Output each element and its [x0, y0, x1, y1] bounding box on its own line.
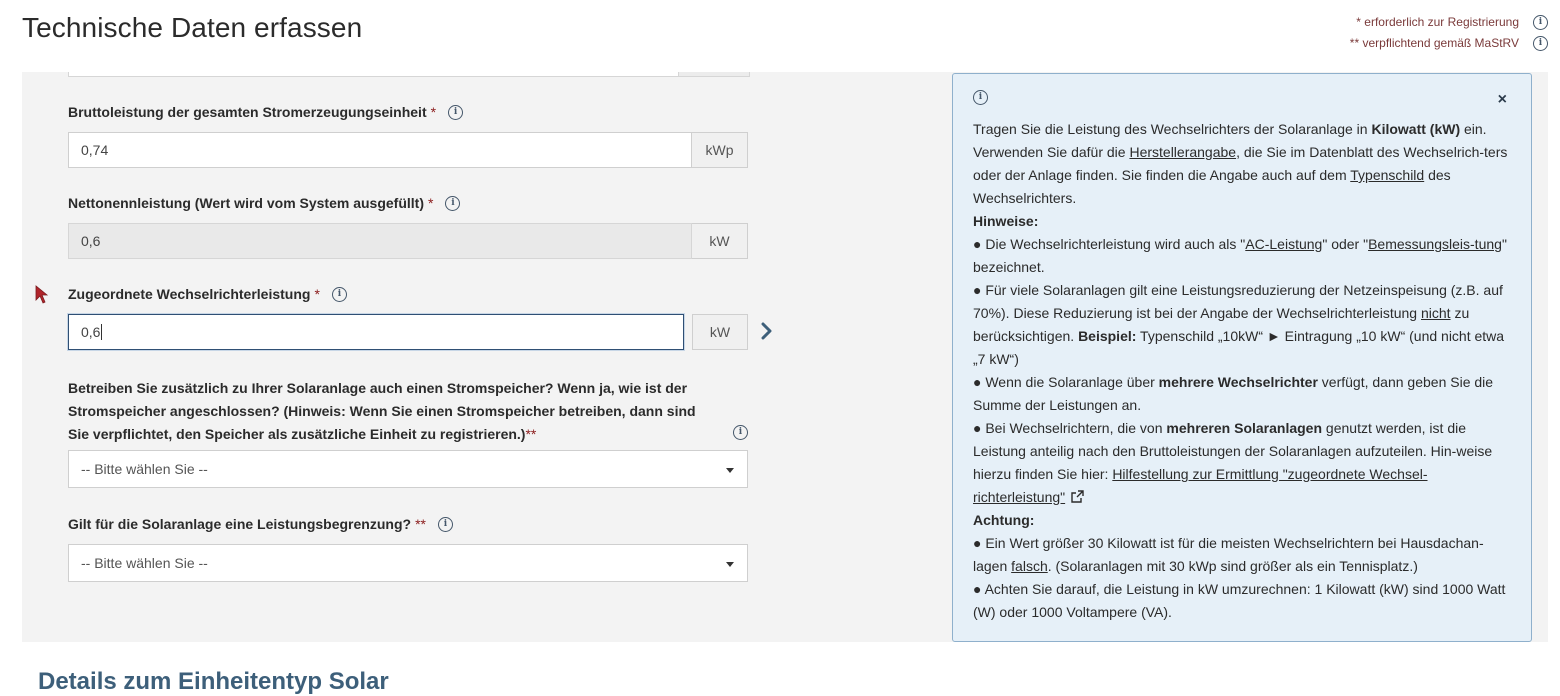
legend-required-text: * erforderlich zur Registrierung: [1356, 15, 1519, 29]
speicher-question: [68, 377, 708, 446]
help-panel: [952, 73, 1532, 642]
typenschild-link[interactable]: Typenschild: [1350, 167, 1425, 183]
info-icon[interactable]: i: [445, 196, 460, 211]
brutto-input-group: [68, 132, 748, 168]
wechselrichter-unit: kW: [692, 314, 748, 350]
help-warning-2: ● Achten Sie darauf, die Leistung in kW umzurechnen: 1 Kilowatt (kW) sind 1000 Watt (W) oder 1000 Voltampere (VA).: [973, 581, 1506, 620]
netto-label-text: Nettonennleistung (Wert wird vom System ausgefüllt): [68, 195, 425, 211]
legend-mastrv-text: ** verpflichtend gemäß MaStRV: [1349, 36, 1519, 50]
speicher-question-text: Betreiben Sie zusätzlich zu Ihrer Solaranlage auch einen Stromspeicher? Wenn ja, wie ist der Stromspeicher angeschlossen? (Hinweis: Wenn Sie einen Stromspeicher betreiben, dann sind Sie verpflichtet, den Speicher als zusätzliche Einheit zu registrieren.): [68, 380, 696, 442]
close-icon[interactable]: ×: [1497, 91, 1507, 108]
hilfestellung-link[interactable]: Hilfestellung zur Ermittlung "zugeordnete Wechsel-richterleistung": [973, 466, 1428, 505]
info-icon[interactable]: i: [438, 517, 453, 532]
brutto-label-text: Bruttoleistung der gesamten Stromerzeugungseinheit: [68, 104, 427, 120]
help-hint-1: ● Die Wechselrichterleistung wird auch als "AC-Leistung" oder "Bemessungsleis-tung" bezeichnet.: [973, 236, 1507, 275]
ac-leistung-link[interactable]: AC-Leistung: [1245, 236, 1323, 252]
required-marker: **: [415, 516, 426, 532]
wechselrichter-label: [68, 286, 347, 302]
info-icon[interactable]: i: [332, 287, 347, 302]
netto-input: 0,6: [68, 223, 692, 259]
info-icon[interactable]: i: [733, 425, 748, 440]
netto-label: [68, 195, 460, 211]
begrenzung-select[interactable]: [68, 544, 748, 582]
wechselrichter-input-group: [68, 314, 748, 350]
wechselrichter-value: 0,6: [81, 324, 101, 340]
herstellerangabe-link[interactable]: Herstellerangabe: [1129, 144, 1237, 160]
external-link-icon[interactable]: [1071, 490, 1084, 503]
required-marker: **: [525, 426, 537, 442]
help-hinweise-heading: Hinweise:: [973, 213, 1039, 229]
previous-field-stub: [68, 72, 750, 77]
begrenzung-label-text: Gilt für die Solaranlage eine Leistungsbegrenzung?: [68, 516, 412, 532]
begrenzung-selected: -- Bitte wählen Sie --: [81, 555, 208, 571]
text-caret: [101, 324, 102, 340]
help-warning-1: ● Ein Wert größer 30 Kilowatt ist für die meisten Wechselrichtern bei Hausdachan-lagen falsch. (Solaranlagen mit 30 kWp sind größer als ein Tennisplatz.): [973, 535, 1484, 574]
chevron-right-icon[interactable]: [760, 320, 774, 342]
wechselrichter-input[interactable]: [68, 314, 684, 350]
help-hint-3: ● Wenn die Solaranlage über mehrere Wechselrichter verfügt, dann geben Sie die Summe der Leistungen an.: [973, 374, 1494, 413]
help-hint-4: ● Bei Wechselrichtern, die von mehreren Solaranlagen genutzt werden, ist die Leistung anteilig nach den Bruttoleistungen der Solaranlagen aufzuteilen. Hin-weise hierzu finden Sie hier: Hilfestellung zur Ermittlung "zugeordnete Wechsel-richterleistung": [973, 420, 1493, 505]
brutto-label: [68, 104, 463, 120]
caret-down-icon: [726, 562, 734, 567]
info-icon[interactable]: i: [448, 105, 463, 120]
required-legend: [1350, 12, 1548, 54]
section-title: Details zum Einheitentyp Solar: [38, 668, 389, 695]
info-icon: i: [973, 90, 988, 105]
help-hint-2: ● Für viele Solaranlagen gilt eine Leistungsreduzierung der Netzeinspeisung (z.B. auf 70%). Diese Reduzierung ist bei der Angabe der Wechselrichterleistung nicht zu berücksichtigen. Beispiel: Typenschild „10kW“ ► Eintragung „10 kW“ (und nicht etwa „7 kW“): [973, 282, 1505, 367]
brutto-input[interactable]: 0,74: [68, 132, 692, 168]
required-marker: *: [430, 104, 437, 120]
required-marker: *: [428, 195, 434, 211]
caret-down-icon: [726, 468, 734, 473]
mouse-cursor-icon: [35, 285, 51, 305]
netto-input-group: [68, 223, 748, 259]
info-icon[interactable]: i: [1533, 36, 1548, 51]
wechselrichter-label-text: Zugeordnete Wechselrichterleistung: [68, 286, 311, 302]
netto-unit: kW: [692, 223, 748, 259]
help-achtung-heading: Achtung:: [973, 512, 1035, 528]
info-icon[interactable]: i: [1533, 15, 1548, 30]
speicher-selected: -- Bitte wählen Sie --: [81, 461, 208, 477]
help-intro: Tragen Sie die Leistung des Wechselrichters der Solaranlage in Kilowatt (kW) ein. Verwenden Sie dafür die Herstellerangabe, die Sie im Datenblatt des Wechselrich-ters oder der Anlage finden. Sie finden die Angabe auch auf dem Typenschild des Wechselrichters.: [973, 121, 1508, 206]
required-marker: *: [314, 286, 320, 302]
speicher-select[interactable]: [68, 450, 748, 488]
begrenzung-label: [68, 516, 453, 532]
page-title: Technische Daten erfassen: [22, 12, 363, 43]
bemessungsleistung-link[interactable]: Bemessungsleis-tung: [1368, 236, 1502, 252]
brutto-unit: kWp: [692, 132, 748, 168]
